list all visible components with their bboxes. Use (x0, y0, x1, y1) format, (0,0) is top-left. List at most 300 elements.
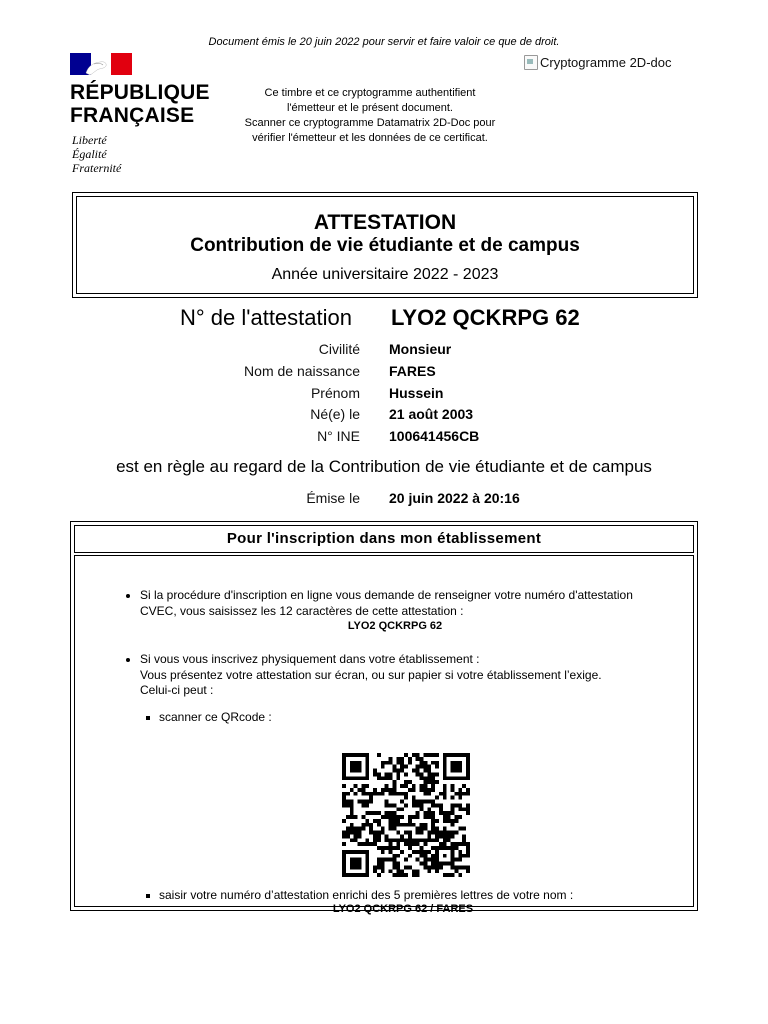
qr-module (416, 765, 420, 769)
qr-module (466, 854, 470, 858)
qr-module (396, 761, 400, 765)
qr-module (396, 838, 400, 842)
qr-module (346, 815, 350, 819)
qr-module (416, 838, 420, 842)
field-value-ine: 100641456CB (389, 428, 480, 444)
qr-module (404, 803, 408, 807)
field-value-naissance: 21 août 2003 (389, 406, 474, 422)
qr-module (447, 811, 451, 815)
attestation-number-value: LYO2 QCKRPG 62 (391, 305, 580, 330)
bullet-dot (126, 658, 130, 662)
qr-module (447, 838, 451, 842)
qr-module (451, 819, 455, 823)
qr-module (381, 765, 385, 769)
qr-module (431, 865, 435, 869)
title-inner-frame (76, 196, 694, 294)
enter-code: LYO2 QCKRPG 62 / FARES (332, 903, 474, 915)
qr-module (427, 834, 431, 838)
qr-module (396, 792, 400, 796)
qr-module (350, 811, 354, 815)
qr-module (439, 807, 443, 811)
qr-module (408, 838, 412, 842)
qr-module (435, 753, 439, 757)
qr-module (373, 772, 377, 776)
qr-module (361, 827, 365, 831)
qr-module (373, 869, 377, 873)
qr-module (365, 784, 369, 788)
qr-module (458, 850, 462, 854)
qr-module (361, 823, 365, 827)
qr-module (389, 858, 393, 862)
auth-line: Ce timbre et ce cryptogramme authentifient (264, 87, 476, 99)
qr-module (454, 815, 458, 819)
qr-module (396, 842, 400, 846)
qr-module (377, 753, 381, 757)
qr-module (396, 865, 400, 869)
qr-module (458, 873, 462, 877)
qr-module (389, 819, 393, 823)
qr-module (361, 800, 365, 804)
qr-module (454, 858, 458, 862)
qr-module (443, 788, 447, 792)
qr-module (416, 803, 420, 807)
academic-year: Année universitaire 2022 - 2023 (271, 266, 499, 283)
qr-module (443, 819, 447, 823)
qr-module (420, 838, 424, 842)
qr-module (381, 792, 385, 796)
online-code: LYO2 QCKRPG 62 (347, 620, 443, 632)
qr-module (365, 838, 369, 842)
qr-module (423, 769, 427, 773)
qr-module (404, 792, 408, 796)
auth-line: vérifier l'émetteur et les données de ce certificat. (252, 132, 488, 144)
qr-module (443, 834, 447, 838)
compliance-statement: est en règle au regard de la Contribution de vie étudiante et de campus (116, 457, 652, 476)
qr-module (346, 827, 350, 831)
qr-module (412, 823, 416, 827)
cryptogram-image (524, 55, 672, 70)
field-value-prenom: Hussein (389, 385, 444, 401)
broken-image-icon (524, 55, 538, 70)
qr-module (389, 827, 393, 831)
qr-module (396, 873, 400, 877)
qr-module (404, 784, 408, 788)
qr-module (373, 842, 377, 846)
qr-module (365, 819, 369, 823)
qr-module (358, 842, 362, 846)
qr-module (396, 757, 400, 761)
title-attestation: ATTESTATION (313, 211, 457, 234)
qr-module (435, 796, 439, 800)
qr-module (420, 807, 424, 811)
qr-module (408, 854, 412, 858)
qr-module (451, 803, 455, 807)
qr-module (389, 850, 393, 854)
qr-module (458, 796, 462, 800)
qr-module (412, 850, 416, 854)
qr-module (377, 823, 381, 827)
qr-module (466, 803, 470, 807)
qr-module (381, 869, 385, 873)
qr-module (420, 854, 424, 858)
qr-module (427, 838, 431, 842)
qr-module (350, 831, 354, 835)
qr-module (385, 815, 389, 819)
qr-module (420, 823, 424, 827)
qr-module (400, 792, 404, 796)
field-label-civilite: Civilité (318, 341, 360, 357)
qr-module (369, 792, 373, 796)
qr-module (427, 769, 431, 773)
qr-module (451, 784, 455, 788)
qr-module (435, 765, 439, 769)
qr-module (420, 862, 424, 866)
qr-module (416, 827, 420, 831)
qr-module (435, 761, 439, 765)
qr-module (435, 772, 439, 776)
qr-module (396, 831, 400, 835)
qr-module (454, 831, 458, 835)
qr-module (377, 792, 381, 796)
qr-module (392, 769, 396, 773)
qr-module (451, 873, 455, 877)
qr-module (443, 873, 447, 877)
qr-module (396, 807, 400, 811)
qr-module (431, 780, 435, 784)
qr-module (423, 753, 427, 757)
qr-module (392, 803, 396, 807)
qr-module (385, 838, 389, 842)
qr-module (454, 803, 458, 807)
qr-module (431, 753, 435, 757)
qr-module (408, 788, 412, 792)
document-notice: Document émis le 20 juin 2022 pour servir et faire valoir ce que de droit. (208, 36, 560, 48)
qr-module (458, 842, 462, 846)
qr-module (354, 815, 358, 819)
qr-module (342, 819, 346, 823)
qr-module (385, 772, 389, 776)
qr-module (412, 784, 416, 788)
qr-module (458, 788, 462, 792)
qr-module (404, 753, 408, 757)
physical-line1: Si vous vous inscrivez physiquement dans votre établissement : (140, 652, 480, 666)
qr-module (396, 815, 400, 819)
qr-module (404, 873, 408, 877)
qr-module (431, 827, 435, 831)
qr-module (427, 780, 431, 784)
qr-module (400, 784, 404, 788)
qr-module (389, 792, 393, 796)
qr-module (350, 838, 354, 842)
qr-module (451, 842, 455, 846)
qr-module (381, 865, 385, 869)
qr-module (439, 865, 443, 869)
qr-module (373, 769, 377, 773)
qr-module (435, 834, 439, 838)
qr-module (454, 846, 458, 850)
qr-module (389, 838, 393, 842)
qr-module (373, 819, 377, 823)
qr-module (361, 788, 365, 792)
qr-module (389, 869, 393, 873)
qr-module (458, 854, 462, 858)
qr-module (385, 800, 389, 804)
field-label-naissance: Né(e) le (310, 406, 360, 422)
qr-module (454, 819, 458, 823)
qr-module (400, 815, 404, 819)
qr-module (451, 807, 455, 811)
qr-module (389, 761, 393, 765)
qr-module (404, 865, 408, 869)
cryptogram-alt-text: Cryptogramme 2D-doc (540, 55, 672, 70)
qr-module (408, 757, 412, 761)
qr-module (412, 788, 416, 792)
qr-module (365, 823, 369, 827)
qr-module (389, 811, 393, 815)
qr-module (420, 784, 424, 788)
qr-module (389, 815, 393, 819)
qr-module (443, 831, 447, 835)
qr-module (408, 842, 412, 846)
qr-module (443, 792, 447, 796)
qr-code (342, 753, 470, 877)
qr-module (427, 815, 431, 819)
qr-module (439, 792, 443, 796)
qr-module (408, 823, 412, 827)
qr-module (342, 792, 346, 796)
qr-module (412, 873, 416, 877)
qr-module (377, 846, 381, 850)
qr-module (404, 765, 408, 769)
qr-module (381, 815, 385, 819)
qr-module (385, 858, 389, 862)
qr-module (392, 815, 396, 819)
qr-module (420, 761, 424, 765)
field-value-civilite: Monsieur (389, 341, 452, 357)
qr-module (346, 792, 350, 796)
qr-module (435, 869, 439, 873)
qr-module (431, 819, 435, 823)
qr-module (392, 784, 396, 788)
qr-module (408, 865, 412, 869)
qr-module (423, 827, 427, 831)
qr-module (420, 757, 424, 761)
qr-module (404, 831, 408, 835)
qr-module (416, 753, 420, 757)
qr-module (377, 811, 381, 815)
qr-module (354, 827, 358, 831)
qr-module (361, 792, 365, 796)
qr-module (381, 846, 385, 850)
qr-module (466, 850, 470, 854)
qr-module (458, 803, 462, 807)
qr-module (435, 865, 439, 869)
field-label-prenom: Prénom (310, 385, 360, 401)
qr-module (346, 831, 350, 835)
qr-module (427, 850, 431, 854)
qr-module (392, 788, 396, 792)
qr-module (350, 815, 354, 819)
qr-module (412, 803, 416, 807)
qr-module (466, 811, 470, 815)
qr-module (392, 858, 396, 862)
qr-module (369, 823, 373, 827)
qr-module (377, 834, 381, 838)
qr-module (361, 815, 365, 819)
qr-module (408, 819, 412, 823)
qr-module (358, 800, 362, 804)
qr-module (342, 800, 346, 804)
qr-module (385, 761, 389, 765)
qr-module (385, 846, 389, 850)
qr-module (373, 838, 377, 842)
qr-module (350, 807, 354, 811)
qr-module (389, 757, 393, 761)
qr-module (416, 869, 420, 873)
qr-module (451, 788, 455, 792)
qr-module (431, 784, 435, 788)
qr-module (431, 858, 435, 862)
qr-module (427, 792, 431, 796)
qr-module (454, 842, 458, 846)
qr-module (365, 792, 369, 796)
qr-module (423, 838, 427, 842)
qr-module (431, 838, 435, 842)
qr-module (420, 850, 424, 854)
qr-module (451, 823, 455, 827)
title-box (72, 192, 698, 298)
qr-module (350, 800, 354, 804)
motto-fraternite: Fraternité (72, 161, 122, 175)
qr-module (431, 862, 435, 866)
title-contribution: Contribution de vie étudiante et de campus (190, 235, 580, 256)
qr-module (381, 776, 385, 780)
qr-module (400, 757, 404, 761)
qr-module (396, 772, 400, 776)
qr-module (420, 831, 424, 835)
qr-module (416, 772, 420, 776)
qr-module (400, 807, 404, 811)
qr-module (377, 772, 381, 776)
qr-module (385, 834, 389, 838)
qr-module (400, 769, 404, 773)
qr-module (427, 811, 431, 815)
qr-module (423, 823, 427, 827)
qr-module (431, 788, 435, 792)
qr-module (358, 834, 362, 838)
qr-module (466, 807, 470, 811)
qr-module (427, 869, 431, 873)
qr-module (462, 865, 466, 869)
qr-module (451, 761, 463, 773)
qr-module (443, 784, 447, 788)
qr-module (377, 831, 381, 835)
qr-module (458, 815, 462, 819)
qr-module (443, 842, 447, 846)
qr-module (350, 803, 354, 807)
qr-module (412, 869, 416, 873)
qr-module (373, 811, 377, 815)
qr-module (400, 873, 404, 877)
qr-module (381, 761, 385, 765)
scan-label: scanner ce QRcode : (159, 710, 272, 724)
qr-module (466, 842, 470, 846)
qr-module (431, 772, 435, 776)
physical-line3: Celui-ci peut : (140, 683, 214, 697)
qr-module (462, 792, 466, 796)
issued-label: Émise le (306, 490, 360, 506)
qr-module (427, 865, 431, 869)
instructions-header: Pour l'inscription dans mon établissement (74, 525, 694, 553)
qr-module (350, 761, 362, 773)
qr-module (447, 819, 451, 823)
bullet-dot (126, 594, 130, 598)
authentication-text (220, 86, 520, 146)
motto-liberte: Liberté (72, 133, 107, 147)
qr-module (342, 796, 346, 800)
auth-line: Scanner ce cryptogramme Datamatrix 2D-Doc pour (244, 117, 496, 129)
online-line1: Si la procédure d'inscription en ligne vous demande de renseigner votre numéro d'attestation (140, 588, 633, 602)
qr-module (423, 850, 427, 854)
qr-module (373, 831, 377, 835)
qr-module (385, 784, 389, 788)
qr-module (454, 792, 458, 796)
qr-module (435, 838, 439, 842)
qr-module (350, 823, 354, 827)
qr-module (423, 761, 427, 765)
qr-module (392, 838, 396, 842)
qr-module (423, 854, 427, 858)
qr-module (369, 842, 373, 846)
qr-module (462, 827, 466, 831)
qr-module (420, 846, 424, 850)
qr-module (396, 823, 400, 827)
qr-module (377, 862, 381, 866)
qr-module (377, 858, 381, 862)
qr-module (451, 865, 455, 869)
qr-module (342, 834, 346, 838)
qr-module (427, 772, 431, 776)
qr-module (427, 800, 431, 804)
qr-module (416, 842, 420, 846)
qr-module (389, 803, 393, 807)
qr-module (443, 811, 447, 815)
qr-module (381, 827, 385, 831)
qr-module (458, 858, 462, 862)
qr-module (389, 823, 393, 827)
qr-module (400, 761, 404, 765)
qr-module (377, 776, 381, 780)
qr-module (400, 838, 404, 842)
qr-module (427, 788, 431, 792)
online-line2: CVEC, vous saisissez les 12 caractères de cette attestation : (140, 604, 464, 618)
qr-module (412, 842, 416, 846)
qr-module (458, 865, 462, 869)
qr-module (423, 811, 427, 815)
qr-module (404, 823, 408, 827)
qr-module (346, 800, 350, 804)
qr-module (365, 800, 369, 804)
qr-module (381, 831, 385, 835)
qr-module (427, 753, 431, 757)
qr-module (392, 792, 396, 796)
qr-module (439, 831, 443, 835)
qr-module (377, 865, 381, 869)
qr-module (377, 873, 381, 877)
qr-module (466, 869, 470, 873)
qr-module (423, 788, 427, 792)
qr-module (423, 862, 427, 866)
